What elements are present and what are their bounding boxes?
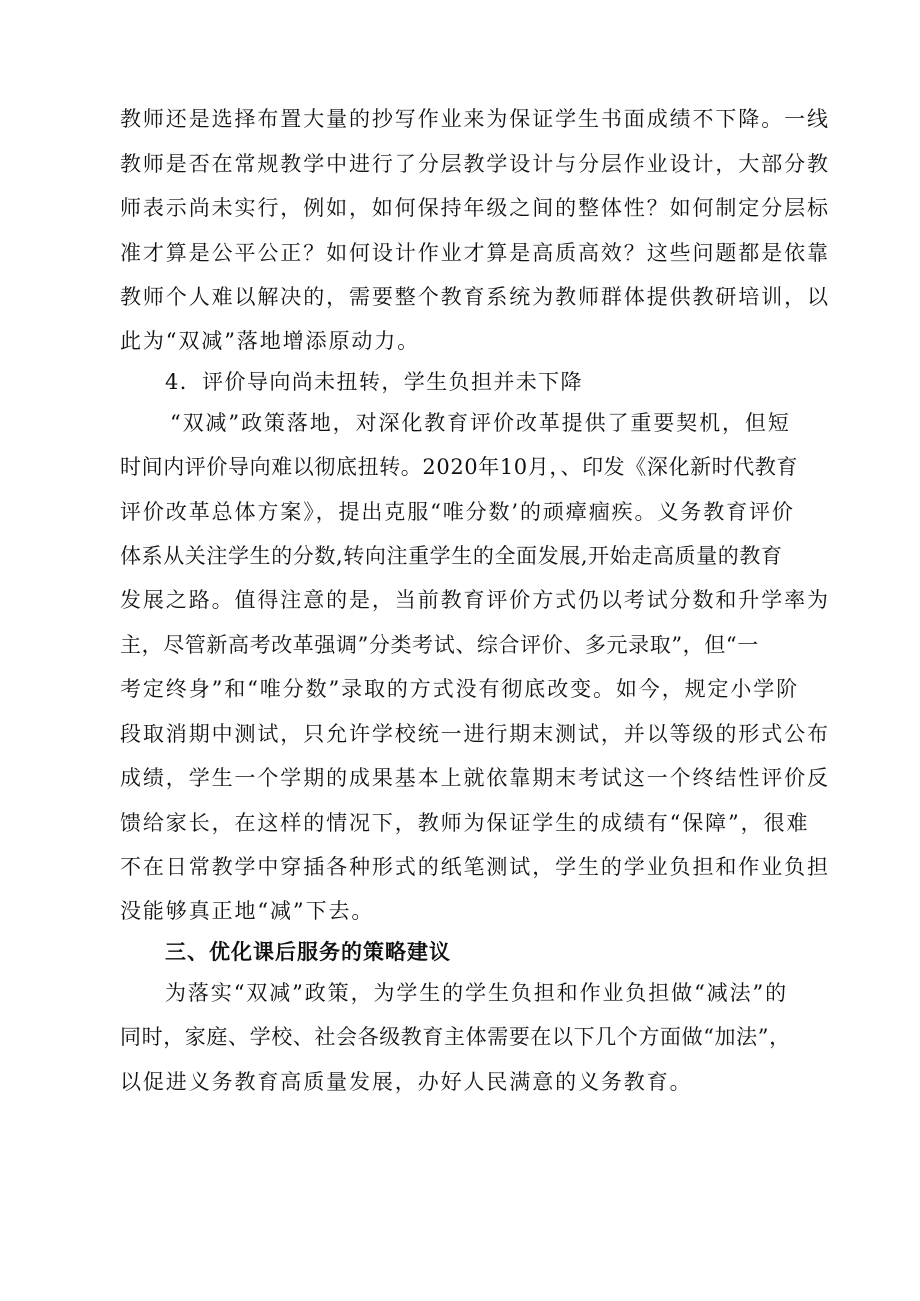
paragraph-line: 教师是否在常规教学中进行了分层教学设计与分层作业设计，大部分教 bbox=[120, 152, 830, 176]
subheading-4: 4．评价导向尚未扭转，学生负担并未下降 bbox=[165, 370, 583, 394]
paragraph-line: 发展之路。值得注意的是，当前教育评价方式仍以考试分数和升学率为 bbox=[120, 588, 830, 612]
paragraph-line: 没能够真正地“减”下去。 bbox=[120, 899, 375, 923]
paragraph-line: 馈给家长，在这样的情况下，教师为保证学生的成绩有“保障”，很难 bbox=[120, 811, 810, 835]
paragraph-line: 教师还是选择布置大量的抄写作业来为保证学生书面成绩不下降。一线 bbox=[120, 107, 830, 131]
paragraph-line: 准才算是公平公正？如何设计作业才算是高质高效？这些问题都是依靠 bbox=[120, 241, 830, 265]
paragraph-line: 成绩，学生一个学期的成果基本上就依靠期末考试这一个终结性评价反 bbox=[120, 766, 830, 790]
paragraph-line: 同时，家庭、学校、社会各级教育主体需要在以下几个方面做“加法”， bbox=[120, 1025, 791, 1049]
paragraph-line: 师表示尚未实行，例如，如何保持年级之间的整体性？如何制定分层标 bbox=[120, 196, 830, 220]
paragraph-line: 考定终身”和“唯分数”录取的方式没有彻底改变。如今，规定小学阶 bbox=[120, 677, 800, 701]
paragraph-line: 不在日常教学中穿插各种形式的纸笔测试，学生的学业负担和作业负担 bbox=[120, 855, 830, 879]
paragraph-line: 时间内评价导向难以彻底扭转。2020年10月，、印发《深化新时代教育 bbox=[120, 455, 799, 479]
paragraph-line: 评价改革总体方案》，提出克服“唯分数’的顽瘴痼疾。义务教育评价 bbox=[120, 500, 795, 524]
section-heading: 三、优化课后服务的策略建议 bbox=[165, 940, 451, 964]
paragraph-line: “双减”政策落地，对深化教育评价改革提供了重要契机，但短 bbox=[170, 411, 791, 435]
paragraph-line: 以促进义务教育高质量发展，办好人民满意的义务教育。 bbox=[120, 1070, 693, 1094]
paragraph-line: 教师个人难以解决的，需要整个教育系统为教师群体提供教研培训，以 bbox=[120, 285, 830, 309]
paragraph-line: 此为“双减”落地增添原动力。 bbox=[120, 329, 421, 353]
paragraph-line: 主，尽管新高考改革强调”分类考试、综合评价、多元录取”，但“一 bbox=[120, 633, 759, 657]
paragraph-line: 段取消期中测试，只允许学校统一进行期末测试，并以等级的形式公布 bbox=[120, 722, 830, 746]
paragraph-line: 为落实“双减”政策，为学生的学生负担和作业负担做“减法”的 bbox=[165, 981, 789, 1005]
paragraph-line: 体系从关注学生的分数,转向注重学生的全面发展,开始走高质量的教育 bbox=[120, 544, 783, 568]
